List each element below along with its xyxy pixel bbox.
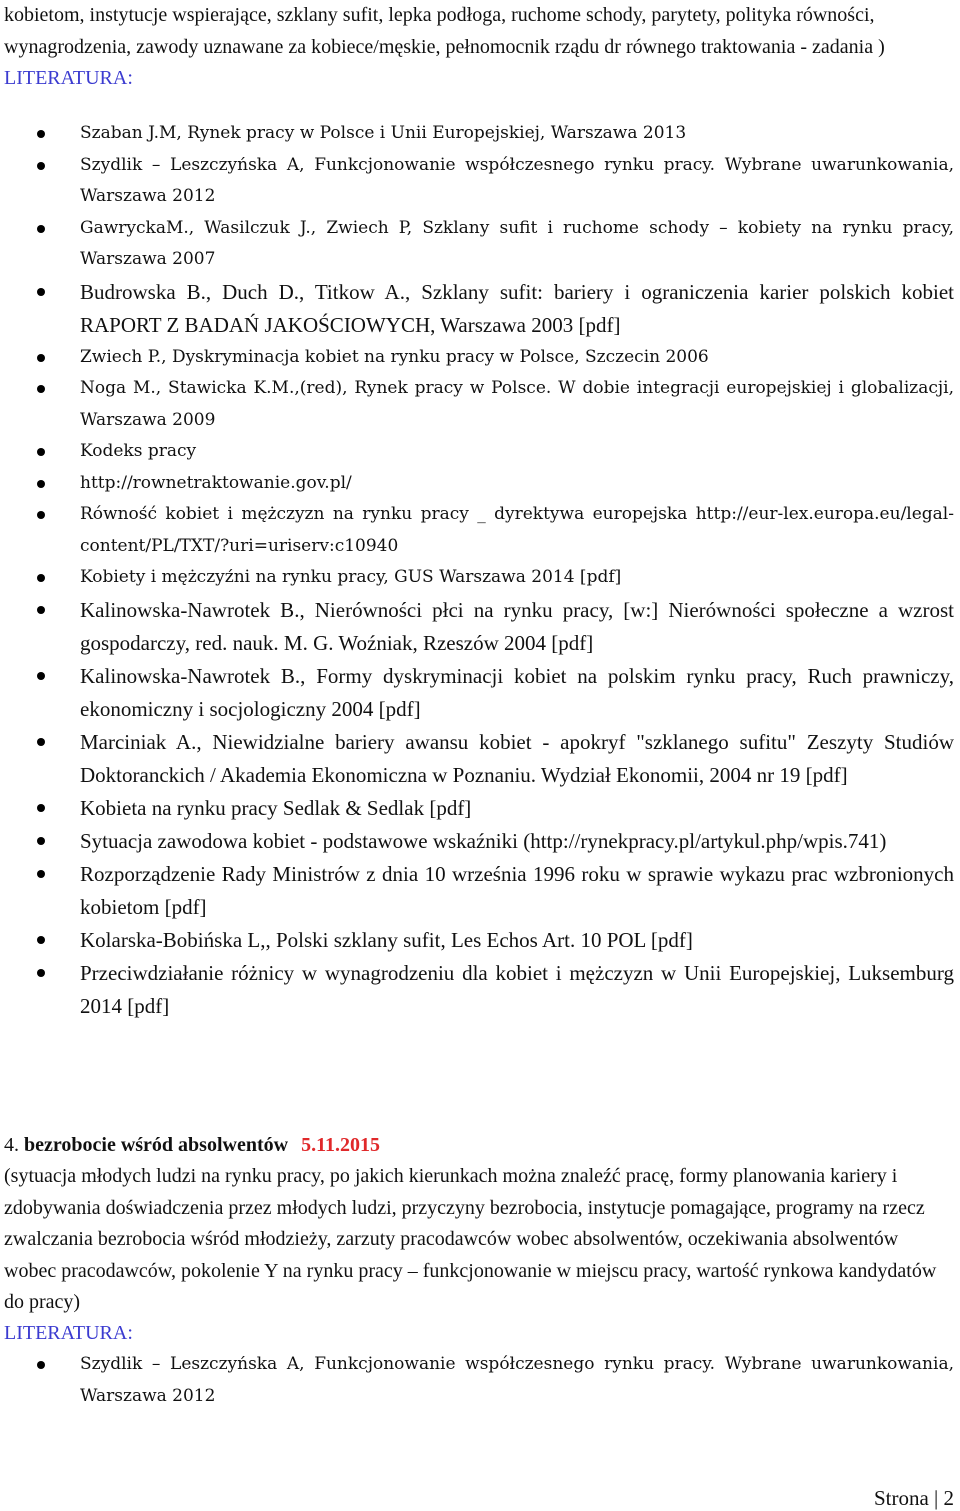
bibliography-list xyxy=(0,1349,954,1412)
list-item: Sytuacja zawodowa kobiet - podstawowe wskaźniki (http://rynekpracy.pl/artykul.php/wpis.741) xyxy=(0,825,954,858)
literatura-label-text: LITERATURA: xyxy=(4,1322,133,1344)
list-item: Kobiety i mężczyźni na rynku pracy, GUS Warszawa 2014 [pdf] xyxy=(0,562,954,594)
list-item: http://rownetraktowanie.gov.pl/ xyxy=(0,468,954,500)
section-date: 5.11.2015 xyxy=(301,1134,380,1156)
list-item: Przeciwdziałanie różnicy w wynagrodzeniu dla kobiet i mężczyzn w Unii Europejskiej, Luksemburg 2014 [pdf] xyxy=(0,957,954,1023)
bibliography-list xyxy=(0,118,954,1023)
list-item: Rozporządzenie Rady Ministrów z dnia 10 września 1996 roku w sprawie wykazu prac wzbronionych kobietom [pdf] xyxy=(0,858,954,924)
list-item: Szydlik – Leszczyńska A, Funkcjonowanie współczesnego rynku pracy. Wybrane uwarunkowania, Warszawa 2012 xyxy=(0,1349,954,1412)
list-item: Kodeks pracy xyxy=(0,436,954,468)
list-item: Kobieta na rynku pracy Sedlak & Sedlak [pdf] xyxy=(0,792,954,825)
list-item: Kalinowska-Nawrotek B., Nierówności płci na rynku pracy, [w:] Nierówności społeczne a wzrost gospodarczy, red. nauk. M. G. Woźniak, Rzeszów 2004 [pdf] xyxy=(0,594,954,660)
list-item: GawryckaM., Wasilczuk J., Zwiech P, Szklany sufit i ruchome schody – kobiety na rynku pracy, Warszawa 2007 xyxy=(0,213,954,276)
list-item: Zwiech P., Dyskryminacja kobiet na rynku pracy w Polsce, Szczecin 2006 xyxy=(0,342,954,374)
intro-text: kobietom, instytucje wspierające, szklany sufit, lepka podłoga, ruchome schody, parytety, polityka równości, wynagrodzenia, zawody uznawane za kobiece/męskie, pełnomocnik rządu dr równego traktowania - zadania ) xyxy=(4,4,885,58)
list-item: Szaban J.M, Rynek pracy w Polsce i Unii Europejskiej, Warszawa 2013 xyxy=(0,118,954,150)
list-item: Budrowska B., Duch D., Titkow A., Szklany sufit: bariery i ograniczenia karier polskich kobiet RAPORT Z BADAŃ JAKOŚCIOWYCH, Warszawa 2003 [pdf] xyxy=(0,276,954,342)
list-item: Noga M., Stawicka K.M.,(red), Rynek pracy w Polsce. W dobie integracji europejskiej i globalizacji, Warszawa 2009 xyxy=(0,373,954,436)
section-number: 4. xyxy=(4,1134,19,1156)
list-item: Równość kobiet i mężczyzn na rynku pracy _ dyrektywa europejska http://eur-lex.europa.eu/legal-content/PL/TXT/?uri=uriserv:c10940 xyxy=(0,499,954,562)
section-heading xyxy=(4,1130,954,1160)
intro-paragraph xyxy=(4,0,954,95)
literatura-label: LITERATURA: xyxy=(4,67,133,89)
section-description: (sytuacja młodych ludzi na rynku pracy, po jakich kierunkach można znaleźć pracę, formy planowania kariery i zdobywania doświadczenia przez młodych ludzi, przyczyny bezrobocia, instytucje pomagające, programy na rzecz zwalczania bezrobocia wśród młodzieży, zarzuty pracodawców wobec absolwentów, oczekiwania absolwentów wobec pracodawców, pokolenie Y na rynku pracy – funkcjonowanie w miejscu pracy, wartość rynkowa kandydatów do pracy) xyxy=(4,1165,937,1313)
literatura-label xyxy=(4,1318,954,1350)
list-item: Marciniak A., Niewidzialne bariery awansu kobiet - apokryf "szklanego sufitu" Zeszyty Studiów Doktoranckich / Akademia Ekonomiczna w Poznaniu. Wydział Ekonomii, 2004 nr 19 [pdf] xyxy=(0,726,954,792)
page-number: Strona | 2 xyxy=(873,1486,954,1510)
section-title: bezrobocie wśród absolwentów xyxy=(24,1134,289,1156)
list-item: Kalinowska-Nawrotek B., Formy dyskryminacji kobiet na polskim rynku pracy, Ruch prawniczy, ekonomiczny i socjologiczny 2004 [pdf] xyxy=(0,660,954,726)
list-item: Szydlik – Leszczyńska A, Funkcjonowanie współczesnego rynku pracy. Wybrane uwarunkowania, Warszawa 2012 xyxy=(0,150,954,213)
list-item: Kolarska-Bobińska L,, Polski szklany sufit, Les Echos Art. 10 POL [pdf] xyxy=(0,924,954,957)
